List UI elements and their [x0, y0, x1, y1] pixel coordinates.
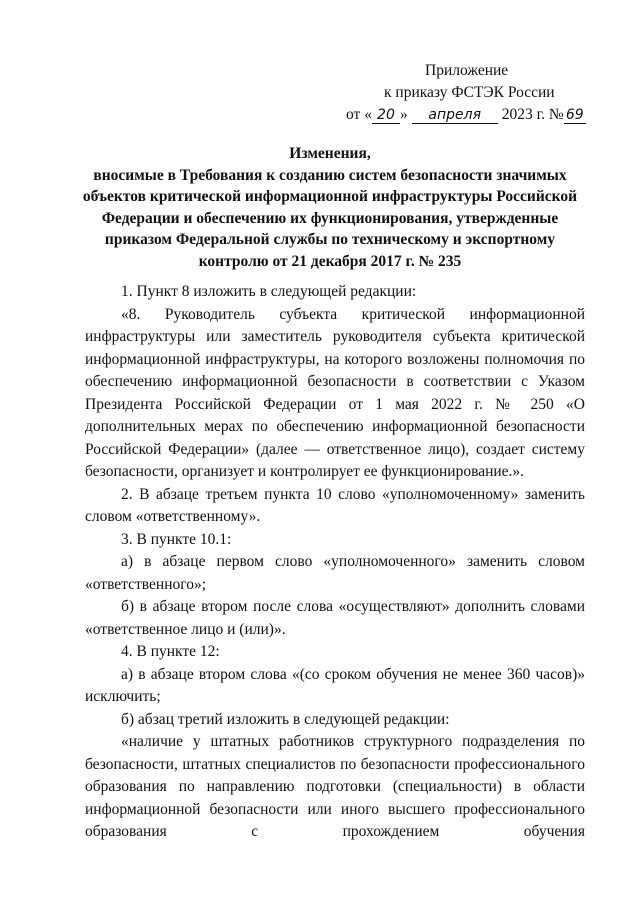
handwritten-day: 20 — [372, 107, 400, 124]
paragraph-item-4b-text: «наличие у штатных работников структурного подразделения по безопасности, штатных специалистов по безопасности профессионального образования по направлению подготовки (специальности) в области информационной безопасности или иного высшего профессионального образования с прохождением обучения — [85, 733, 585, 840]
order-date-line — [340, 104, 600, 126]
number-prefix: г. № — [536, 106, 564, 123]
document-title — [60, 143, 600, 272]
paragraph-item-4: 4. В пункте 12: — [121, 643, 220, 660]
paragraph-item-1: 1. Пункт 8 изложить в следующей редакции: — [121, 283, 417, 300]
paragraph-item-4b: б) абзац третий изложить в следующей редакции: — [121, 710, 450, 728]
paragraph-item-3b: б) в абзаце втором после слова «осуществляют» дополнить словами «ответственное лицо и (или)». — [85, 598, 585, 638]
title-line: контролю от 21 декабря 2017 г. № 235 — [198, 252, 462, 270]
date-quote-close: » — [399, 106, 408, 123]
document-body — [85, 281, 585, 844]
appendix-label: Приложение — [425, 62, 509, 79]
title-line: Федерации и обеспечению их функционирования, утвержденные — [101, 209, 559, 227]
paragraph-item-3: 3. В пункте 10.1: — [121, 530, 232, 548]
appendix-header — [340, 60, 600, 126]
title-line: вносимые в Требования к созданию систем безопасности значимых — [93, 166, 567, 184]
title-line: Изменения, — [289, 145, 371, 162]
paragraph-item-8-text: «8. Руководитель субъекта критической информационной инфраструктуры или заместитель руководителя субъекта критической информационной инфраструктуры, на которого возложены полномочия по обеспечению информационной безопасности в соответствии с Указом Президента Российской Федерации от 1 мая 2022 г. № 250 «О дополнительных мерах по обеспечению информационной безопасности Российской Федерации» (далее — ответственное лицо), создает систему безопасности, организует и контролирует ее функционирование.». — [85, 305, 585, 480]
title-line: приказом Федеральной службы по техническому и экспортному — [104, 231, 556, 248]
order-reference: к приказу ФСТЭК России — [384, 84, 555, 101]
date-year: 2023 — [501, 106, 533, 123]
handwritten-month: апреля — [412, 107, 498, 124]
paragraph-item-4a: а) в абзаце втором слова «(со сроком обучения не менее 360 часов)» исключить; — [85, 665, 585, 705]
title-line: объектов критической информационной инфраструктуры Российской — [82, 188, 578, 205]
paragraph-item-3a: а) в абзаце первом слово «уполномоченного» заменить словом «ответственного»; — [85, 553, 585, 593]
paragraph-item-2: 2. В абзаце третьем пункта 10 слово «уполномоченному» заменить словом «ответственному». — [85, 485, 585, 525]
handwritten-number: 69 — [564, 107, 586, 124]
date-prefix: от « — [346, 106, 372, 123]
